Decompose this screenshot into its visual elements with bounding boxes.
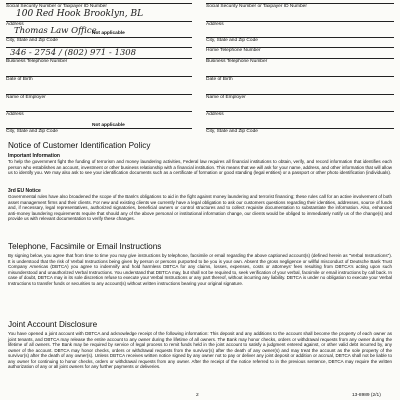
employer-address-label-right: Address	[206, 112, 224, 117]
address-label-right: Address	[206, 22, 224, 27]
joint-title: Joint Account Disclosure	[8, 320, 98, 329]
cip-important-text: To help the government fight the funding of terrorism and money laundering activities, Federal law requires all financial institutions to obtain, verify, and record information that identifies each person who establishes an account, investment or other business relationship with a financial institution. This means that we will ask for your name, address, and other information that will allow us to identify you. We may also ask to see your identification documents such as a certificate of formation or good standing (legal entities) or a passport or other photo identification (individuals).	[8, 159, 392, 175]
city-label-left: City, State and Zip Code	[6, 38, 58, 43]
business-phone-label-left: Business Telephone Number	[6, 59, 68, 64]
joint-text: You have opened a joint account with DBTCA and acknowledge receipt of the following information: This deposit and any additions to the account shall become the property of each owner as joint tenants, and DBTCA may release the entire account to any owner during the lifetime of all owners. The Bank may honor checks, orders or withdrawal requests from any owner during the lifetime of all owners. The Bank may be required by service of legal process to remit funds held in the joint account to satisfy a judgment entered against, or other valid debt incurred by, any owner of the account. DBTCA may honor checks, orders or withdrawal requests from the survivor(s) after the death of any owner(s) and may treat the account as the sole property of the survivor(s) after the death of any owner(s). Unless DBTCA receives written notice signed by any owner not to pay or deliver any joint deposit or addition or accrual, DBTCA shall not be liable to any owner for continuing to honor checks, orders or withdrawal requests from any owner. After the receipt of the notice referred to in the previous sentence, DBTCA may require the written authorization of any or all joint owners for any further payments or deliveries.	[8, 331, 392, 369]
ssn-label-left: Social Security Number or Taxpayer ID Number	[6, 4, 107, 9]
employer-address-label-left: Address	[6, 112, 24, 117]
home-phone-label-right: Home Telephone Number	[206, 48, 261, 53]
cip-important-heading: Important Information	[8, 153, 60, 159]
page-number: 2	[196, 393, 199, 398]
telephone-text: By signing below, you agree that from time to time you may give instructions by telephone, facsimile or email regarding the above captioned account(s) (defined herein as "Verbal Instructions"). It is understood that the risk of Verbal Instructions being given by person or persons purported to be you is your own. Absent the gross negligence or willful misconduct of Deutsche Bank Trust Company Americas (DBTCA) you agree to indemnify and hold harmless DBTCA for any claims, losses, expenses, costs or attorneys' fees resulting from DBTCA's acting upon such misunderstood and unauthorized Verbal Instructions. You understand that DBTCA may, but shall not be required to, seek verification of your verbal, facsimile or email instructions by call back. In case of doubt, DBTCA may in its sole discretion refuse to execute your Verbal Instructions or any part thereof, without incurring any liability. DBTCA is under no obligation to execute your Verbal Instructions to transfer funds or securities to any account(s) without written instructions bearing your original signature.	[8, 253, 392, 286]
not-applicable-1: Not applicable	[92, 31, 125, 36]
handwritten-phone: 346 - 2754 / (802) 971 - 1308	[10, 48, 137, 58]
business-phone-label-right: Business Telephone Number	[206, 59, 268, 64]
employer-city-label-left: City, State and Zip Code	[6, 129, 58, 134]
cip-3rd-eu-text: Governmental rules have also broadened the scope of the Bank's obligations to aid in the fight against money laundering and terrorist financing; these rules call for an active involvement of both asset management firms and their clients. For new and existing clients we currently have a legal obligation to ask our customers questions regarding their identities, addresses, source of funds and, if necessary, legal representatives, authorized signatories, beneficial owners or control structures and to collect requisite documentation to substantiate the information. Also, enhanced anti-money laundering requirements require that should any of the above personal or institutional information change, our clients would be obliged to immediately notify us of the change(s) and provide us with relevant documentation to verify these changes.	[8, 194, 392, 221]
telephone-title: Telephone, Facsimile or Email Instructions	[8, 242, 162, 251]
employer-label-left: Name of Employer	[6, 95, 46, 100]
cip-3rd-eu-heading: 3rd EU Notice	[8, 188, 41, 194]
cip-title: Notice of Customer Identification Policy	[8, 141, 151, 150]
city-label-right: City, State and Zip Code	[206, 38, 258, 43]
ssn-label-right: Social Security Number or Taxpayer ID Number	[206, 4, 307, 9]
handwritten-address: 100 Red Hook Brooklyn, BL	[16, 9, 144, 19]
employer-label-right: Name of Employer	[206, 95, 246, 100]
dob-label-left: Date of Birth	[6, 77, 33, 82]
not-applicable-2: Not applicable	[92, 123, 125, 128]
employer-city-label-right: City, State and Zip Code	[206, 129, 258, 134]
dob-label-right: Date of Birth	[206, 77, 233, 82]
form-code: 13-8989 (2/1)	[352, 393, 381, 398]
address-label-left: Address	[6, 22, 24, 27]
handwritten-address-2: Thomas Law Office	[14, 26, 97, 36]
